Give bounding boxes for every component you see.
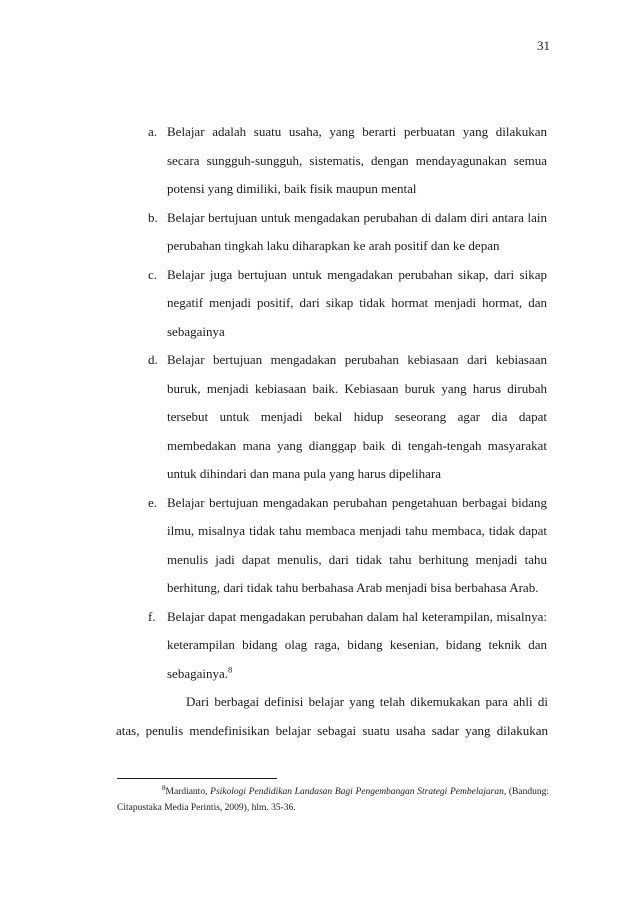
list-item-text: Belajar juga bertujuan untuk mengadakan perubahan sikap, dari sikap negatif menjadi positif, dari sikap tidak hormat menjadi hormat, dan sebagainya — [167, 266, 547, 339]
footnote-marker: 8 — [162, 783, 166, 792]
list-item — [0, 261, 638, 347]
list-item — [0, 603, 638, 689]
list-item — [0, 118, 638, 204]
footnote-publication: (Bandung: Citapustaka Media Perintis, 2009), hlm. 35-36. — [117, 787, 549, 813]
list-item-letter: e. — [148, 494, 158, 510]
list-item-text: Belajar bertujuan mengadakan perubahan kebiasaan dari kebiasaan buruk, menjadi kebiasaan baik. Kebiasaan buruk yang harus dirubah tersebut untuk menjadi bekal hidup seseorang agar dia dapat membedakan mana yang dianggap baik di tengah-tengah masyarakat untuk dihindari dan mana pula yang harus dipelihara — [167, 352, 547, 481]
list-item-letter: a. — [148, 124, 158, 139]
page-number: 31 — [537, 38, 550, 53]
list-item-letter: b. — [148, 209, 158, 225]
list-item — [0, 346, 638, 489]
footnote-author: Mardianto, — [165, 787, 211, 797]
list-item-letter: d. — [148, 352, 158, 367]
footnote-title: Psikologi Pendidikan Landasan Bagi Pengembangan Strategi Pembelajaran, — [210, 787, 507, 797]
list-item — [0, 489, 638, 603]
list-item — [0, 204, 638, 261]
list-item-letter: c. — [148, 266, 158, 282]
list-item-text: Belajar bertujuan untuk mengadakan perubahan di dalam diri antara lain perubahan tingkah laku diharapkan ke arah positif dan ke depan — [167, 209, 547, 253]
list-item-text-content: Belajar dapat mengadakan perubahan dalam hal keterampilan, misalnya: keterampilan bidang olag raga, bidang kesenian, bidang teknik dan sebagainya. — [167, 608, 547, 681]
closing-paragraph: Dari berbagai definisi belajar yang telah dikemukakan para ahli di atas, penulis mendefinisikan belajar sebagai suatu usaha sadar yang dilakukan — [116, 694, 548, 738]
footnote-divider — [117, 778, 277, 779]
body-text — [0, 118, 638, 745]
footnote — [117, 784, 549, 816]
list-item-text — [167, 603, 547, 689]
list-item-text: Belajar bertujuan mengadakan perubahan pengetahuan berbagai bidang ilmu, misalnya tidak tahu membaca menjadi tahu membaca, tidak dapat menulis jadi dapat menulis, dari tidak tahu berhitung menjadi tahu berhitung, dari tidak tahu berbahasa Arab menjadi bisa berbahasa Arab. — [167, 494, 547, 595]
list-item-text: Belajar adalah suatu usaha, yang berarti perbuatan yang dilakukan secara sungguh-sungguh, sistematis, dengan mendayagunakan semua potensi yang dimiliki, baik fisik maupun mental — [167, 124, 547, 196]
list-item-letter: f. — [148, 608, 156, 624]
footnote-reference: 8 — [228, 664, 233, 675]
